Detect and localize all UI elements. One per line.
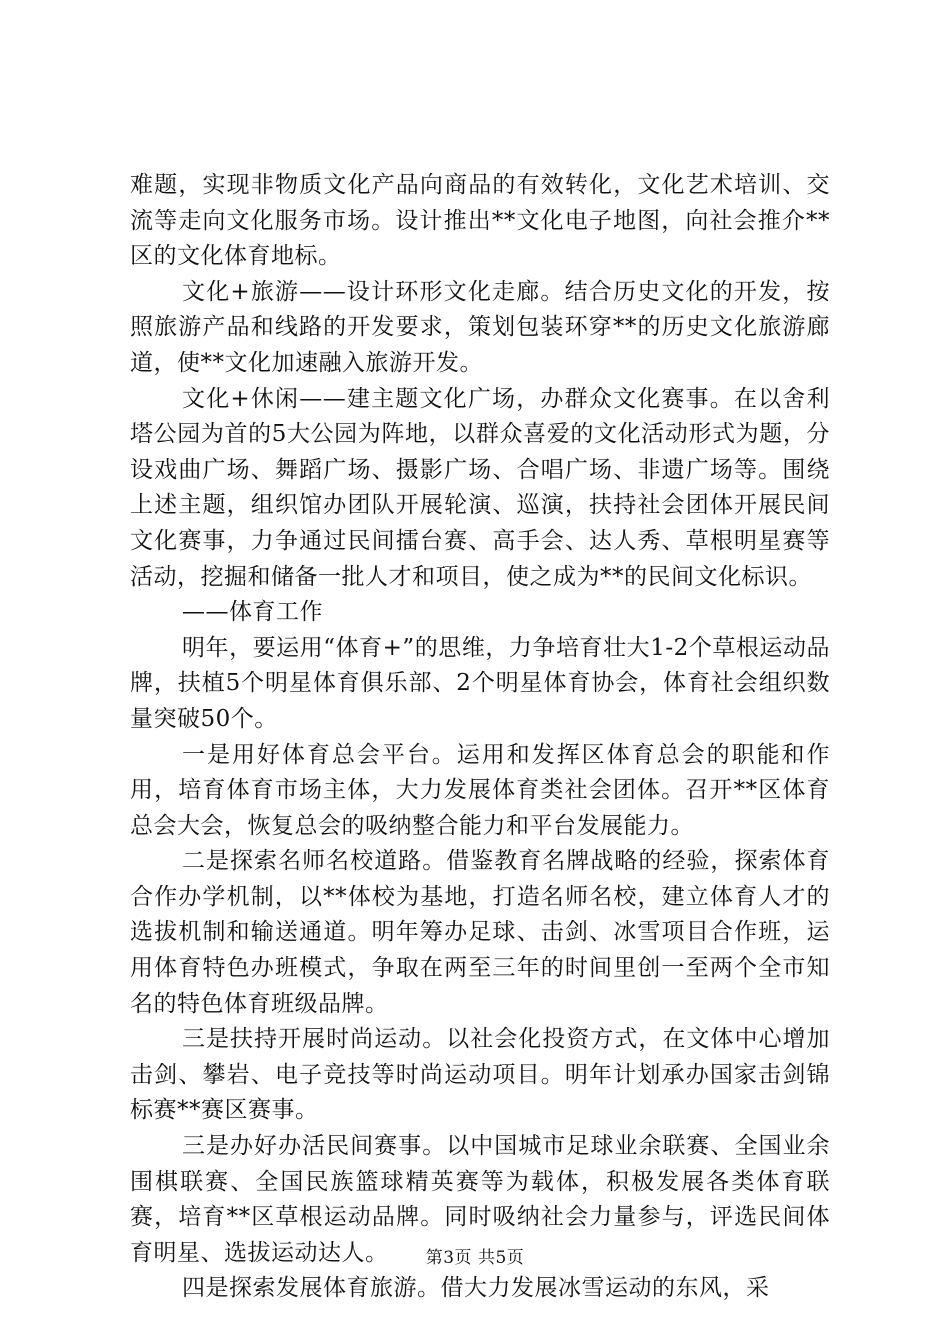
paragraph: 文化+旅游——设计环形文化走廊。结合历史文化的开发，按照旅游产品和线路的开发要求，策划包装环穿**的历史文化旅游廊道，使**文化加速融入旅游开发。 — [130, 278, 830, 376]
paragraph: 文化+休闲——建主题文化广场，办群众文化赛事。在以舍利塔公园为首的5大公园为阵地，以群众喜爱的文化活动形式为题，分设戏曲广场、舞蹈广场、摄影广场、合唱广场、非遗广场等。围绕上述主题，组织馆办团队开展轮演、巡演，扶持社会团体开展民间文化赛事，力争通过民间擂台赛、高手会、达人秀、草根明星赛等活动，挖掘和储备一批人才和项目，使之成为**的民间文化标识。 — [130, 385, 830, 590]
paragraph: 一是用好体育总会平台。运用和发挥区体育总会的职能和作用，培育体育市场主体，大力发展体育类社会团体。召开**区体育总会大会，恢复总会的吸纳整合能力和平台发展能力。 — [130, 741, 830, 839]
paragraph: 四是探索发展体育旅游。借大力发展冰雪运动的东风，采 — [182, 1275, 770, 1302]
paragraph: 三是扶持开展时尚运动。以社会化投资方式，在文体中心增加击剑、攀岩、电子竞技等时尚运动项目。明年计划承办国家击剑锦标赛**赛区赛事。 — [130, 1026, 830, 1124]
paragraph: 二是探索名师名校道路。借鉴教育名牌战略的经验，探索体育合作办学机制，以**体校为基地，打造名师名校，建立体育人才的选拔机制和输送通道。明年筹办足球、击剑、冰雪项目合作班，运用体育特色办班模式，争取在两至三年的时间里创一至两个全市知名的特色体育班级品牌。 — [130, 848, 830, 1017]
page-number-footer: 第3页 共5页 — [425, 1248, 525, 1268]
document-body — [130, 168, 830, 1307]
paragraph: 三是办好办活民间赛事。以中国城市足球业余联赛、全国业余围棋联赛、全国民族篮球精英赛等为载体，积极发展各类体育联赛，培育**区草根运动品牌。同时吸纳社会力量参与，评选民间体育明星、选拔运动达人。 — [130, 1133, 830, 1266]
section-heading: ——体育工作 — [182, 599, 323, 626]
paragraph: 明年，要运用“体育+”的思维，力争培育壮大1-2个草根运动品牌，扶植5个明星体育俱乐部、2个明星体育协会，体育社会组织数量突破50个。 — [130, 634, 830, 732]
paragraph: 难题，实现非物质文化产品向商品的有效转化，文化艺术培训、交流等走向文化服务市场。设计推出**文化电子地图，向社会推介**区的文化体育地标。 — [130, 172, 830, 270]
